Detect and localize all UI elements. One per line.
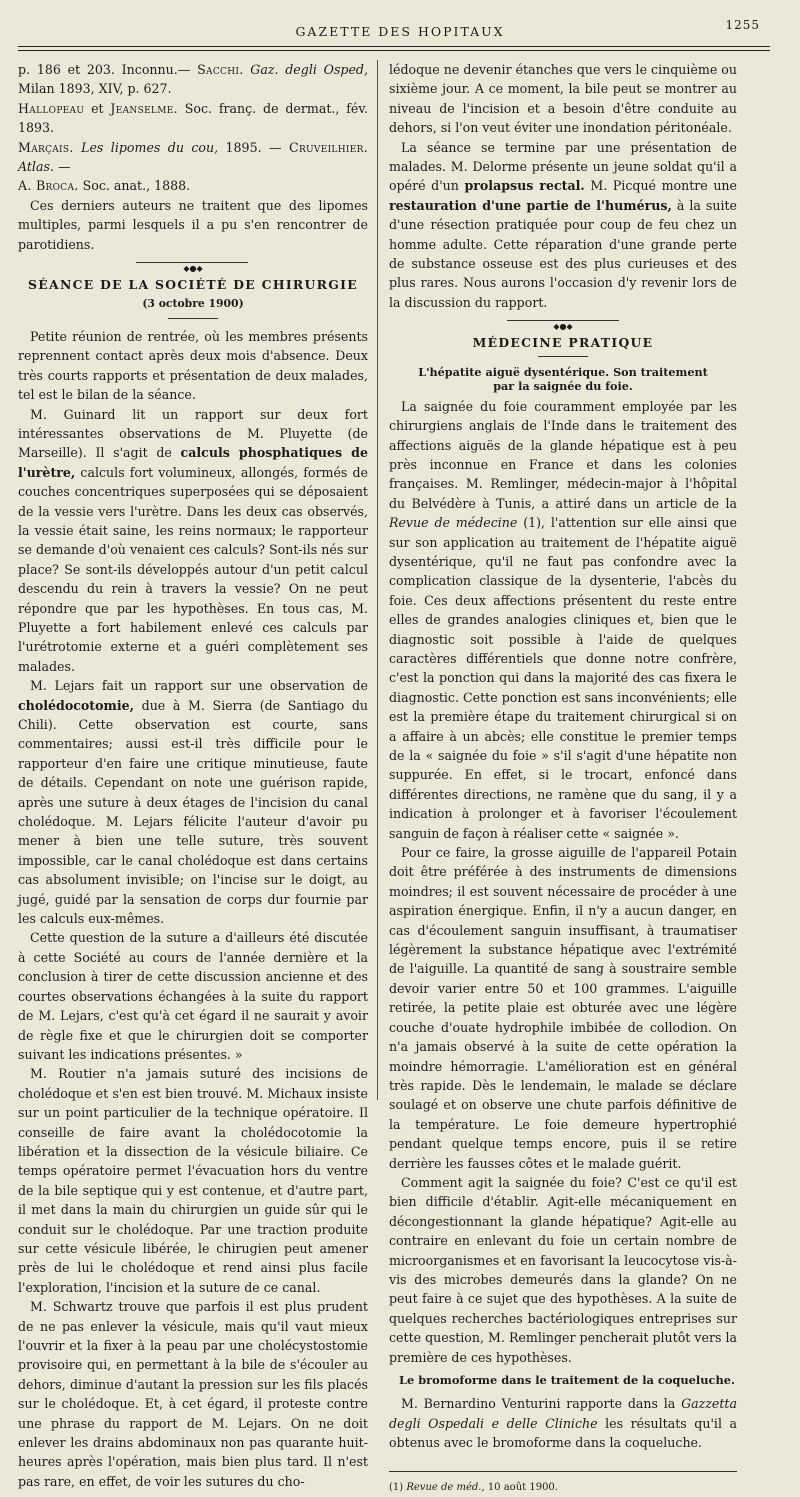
header-rule <box>18 46 770 47</box>
footnote-rule <box>389 1471 737 1472</box>
footnote: (1) Revue de méd., 10 août 1900. <box>389 1481 558 1493</box>
short-rule <box>168 318 218 319</box>
section-heading: MÉDECINE PRATIQUE <box>472 335 654 351</box>
paragraph: Ces derniers auteurs ne traitent que des lipomes multiples, parmi lesquels il a pu s'en rencontrer de parotidiens. <box>18 197 368 252</box>
paragraph: La séance se termine par une présentation de malades. M. Delorme présente un jeune soldat qu'il a opéré d'un prolapsus rectal. M. Picqué montre une restauration d'une partie de l'humérus, à la suite d'une résection pratiquée pour coup de feu chez un homme adulte. Cette réparation d'une grande perte de substance osseuse est des plus curieuses et des plus rares. Nous aurons l'occasion d'y revenir lors de la discussion du rapport. <box>389 139 737 310</box>
page-number: 1255 <box>725 18 760 32</box>
paragraph: Cette question de la suture a d'ailleurs été discutée à cette Société au cours de l'année dernière et la conclusion à tirer de cette discussion ancienne et des courtes observations échangées à la suite du rapport de M. Lejars, c'est qu'à cet égard il ne saurait y avoir de règle fixe et que le chirurgien doit se comporter suivant les indications présentes. » <box>18 930 368 1062</box>
paragraph: Comment agit la saignée du foie? C'est ce qu'il est bien difficile d'établir. Agit-elle mécaniquement en décongestionnant la glande hépatique? Agit-elle au contraire en enlevant du foie un certain nombre de microorganismes et en favorisant la leucocytose vis-à-vis des microbes demeurés dans la glande? On ne peut faire à ce sujet que des hypothèses. A la suite de quelques recherches bactériologiques entreprises sur cette question, M. Remlinger pencherait plutôt vers la première de ces hypothèses. <box>389 1174 737 1365</box>
paragraph: La saignée du foie couramment employée par les chirurgiens anglais de l'Inde dans le traitement des affections aiguës de la glande hépatique est à peu près inconnue en France et dans les colonies françaises. M. Remlinger, médecin-major à l'hôpital du Belvédère à Tunis, a attiré dans un article de la Revue de médecine (1), l'attention sur elle ainsi que sur son application au traitement de l'hépatite aiguë dysentérique, qu'il ne faut pas confondre avec la complication classique de la dysenterie, l'abcès du foie. Ces deux affections présentent du reste entre elles de grandes analogies cliniques et, bien que le diagnostic soit possible à l'aide de quelques caractères différentiels que donne notre confrère, c'est la ponction qui dans la majorité des cas fixera le diagnostic. Cette ponction est sans inconvénients; elle est la première étape du traitement chirurgical si on a affaire à un abcès; elle constitue le premier temps de la « saignée du foie » s'il s'agit d'une hépatite non suppurée. En effet, si le trocart, enfoncé dans différentes directions, ne ramène que du sang, il y a indication à prolonger et à favoriser l'écoulement sanguin de façon à réaliser cette « saignée ». <box>389 398 737 841</box>
section-heading: SÉANCE DE LA SOCIÉTÉ DE CHIRURGIE <box>28 277 358 293</box>
bibliography-entry: p. 186 et 203. Inconnu.— Sacchi. Gaz. degli Osped, Milan 1893, XIV, p. 627. <box>18 62 368 97</box>
column-divider <box>377 60 378 1100</box>
left-column <box>18 60 368 1491</box>
header-rule-thin <box>18 50 770 51</box>
bibliography-entry: Marçais. Les lipomes du cou, 1895. — Cruveilhier. Atlas. — <box>18 139 368 175</box>
paragraph: M. Guinard lit un rapport sur deux fort intéressantes observations de M. Pluyette (de Marseille). Il s'agit de calculs phosphatiques de l'urètre, calculs fort volumineux, allongés, formés de couches concentriques superposées qui se déposaient de la vessie vers l'urètre. Dans les deux cas observés, la vessie était saine, les reins normaux; le rapporteur se demande d'où venaient ces calculs? Sont-ils nés sur place? Se sont-ils développés autour d'un petit calcul descendu du rein à travers la vessie? On ne peut répondre que par les hypothèses. En tous cas, M. Pluyette a fort habilement enlevé ces calculs par l'urétrotomie externe et a guéri complètement ses malades. <box>18 406 369 674</box>
article-heading: Le bromoforme dans le traitement de la coqueluche. <box>399 1373 735 1387</box>
section-ornament: ◆●◆ <box>389 315 737 325</box>
bibliography-entry: Hallopeau et Jeanselme. Soc. franç. de dermat., fév. 1893. <box>18 100 368 136</box>
article-heading: L'hépatite aiguë dysentérique. Son traitement par la saignée du foie. <box>418 364 708 393</box>
paragraph: Petite réunion de rentrée, où les membres présents reprennent contact après deux mois d'absence. Deux très courts rapports et présentation de deux malades, tel est le bilan de la séance. <box>18 328 368 403</box>
paragraph: M. Lejars fait un rapport sur une observation de cholédocotomie, due à M. Sierra (de Santiago du Chili). Cette observation est courte, sans commentaires; aussi est-il très difficile pour le rapporteur d'en faire une critique minutieuse, faute de détails. Cependant on note une guérison rapide, après une suture à deux étages de l'incision du canal cholédoque. M. Lejars félicite l'auteur d'avoir pu mener à bien une telle suture, très souvent impossible, car le canal cholédoque est dans certains cas absolument invisible; on l'incise sur le doigt, au jugé, guidé par la sensation de corps dur fournie par les calculs eux-mêmes. <box>18 678 368 927</box>
section-date: (3 octobre 1900) <box>142 297 244 311</box>
section-ornament: ◆●◆ <box>18 257 368 267</box>
paragraph: lédoque ne devenir étanches que vers le cinquième ou sixième jour. A ce moment, la bile peut se montrer au niveau de l'incision et a besoin d'être conduite au dehors, si l'on veut éviter une inondation péritonéale. <box>389 62 737 136</box>
paragraph: M. Schwartz trouve que parfois il est plus prudent de ne pas enlever la vésicule, mais qu'il vaut mieux l'ouvrir et la fixer à la peau par une cholécystostomie provisoire qui, en permettant à la bile de s'écouler au dehors, diminue d'autant la pression sur les fils placés sur le cholédoque. Et, à cet égard, il proteste contre une phrase du rapport de M. Lejars. On ne doit enlever les drains abdominaux non pas quarante huit-heures après l'opération, mais bien plus tard. Il n'est pas rare, en effet, de voir les sutures du cho- <box>18 1299 368 1489</box>
page-header <box>0 0 800 46</box>
journal-title: GAZETTE DES HOPITAUX <box>295 24 505 39</box>
paragraph: M. Bernardino Venturini rapporte dans la Gazzetta degli Ospedali e delle Cliniche les résultats qu'il a obtenus avec le bromoforme dans la coqueluche. <box>389 1396 738 1451</box>
paragraph: M. Routier n'a jamais suturé des incisions de cholédoque et s'en est bien trouvé. M. Michaux insiste sur un point particulier de la technique opératoire. Il conseille de faire avant la cholédocotomie la libération et la dissection de la vésicule biliaire. Ce temps opératoire permet l'évacuation hors du ventre de la bile septique qui y est contenue, et d'autre part, il met dans la main du chirurgien un guide sûr qui le conduit sur le cholédoque. Par une traction produite sur cette vésicule libérée, le chirugien peut amener près de lui le cholédoque et rend ainsi plus facile l'exploration, l'incision et la suture de ce canal. <box>18 1066 368 1295</box>
paragraph: Pour ce faire, la grosse aiguille de l'appareil Potain doit être préférée à des instruments de dimensions moindres; il est souvent nécessaire de procéder à une aspiration énergique. Enfin, il n'y a aucun danger, en cas d'écoulement sanguin insuffisant, à traumatiser légèrement la substance hépatique avec l'extrémité de l'aiguille. La quantité de sang à soustraire semble devoir varier entre 50 et 100 grammes. L'aiguille retirée, la petite plaie est obturée avec une légère couche d'ouate hydrophile imbibée de collodion. On n'a jamais observé à la suite de cette opération la moindre hémorragie. L'amélioration est en général très rapide. Dès le lendemain, le malade se déclare soulagé et on observe une chute parfois définitive de la température. Le foie demeure hypertrophié pendant quelque temps encore, puis il se retire derrière les fausses côtes et le malade guérit. <box>389 845 737 1171</box>
short-rule <box>538 356 588 357</box>
right-column <box>389 60 737 1497</box>
bibliography-entry: A. Broca. Soc. anat., 1888. <box>18 178 191 194</box>
